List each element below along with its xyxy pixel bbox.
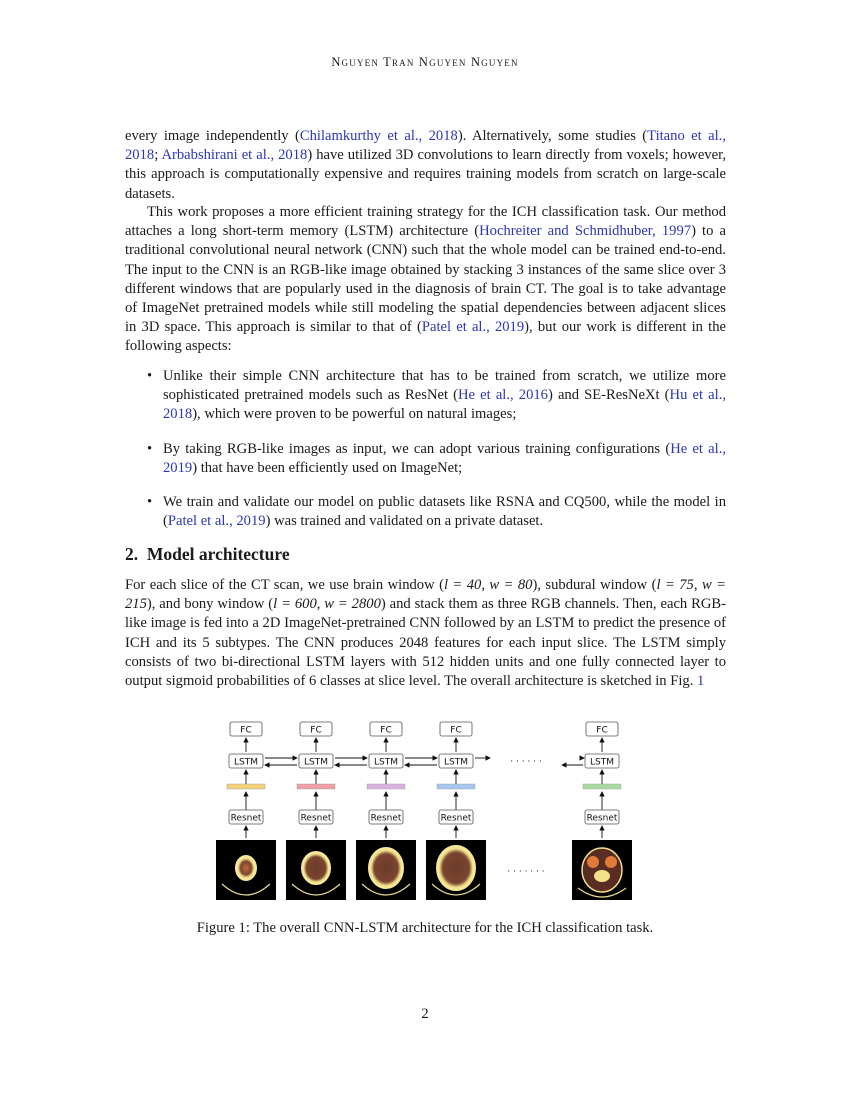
text: ) that have been efficiently used on ImageNet; bbox=[192, 459, 463, 476]
section-number: 2. bbox=[125, 544, 139, 564]
resnet-block-label: Resnet bbox=[300, 813, 332, 824]
text: ), and bony window ( bbox=[146, 596, 274, 613]
fc-layer-label: FC bbox=[380, 725, 392, 736]
math-expression: l = 600, w = 2800 bbox=[273, 596, 381, 613]
feature-vector bbox=[437, 784, 475, 789]
bullet-icon: • bbox=[147, 368, 153, 384]
orbit-region bbox=[587, 856, 599, 868]
citation-link[interactable]: Titano et al., 2018 bbox=[125, 128, 726, 164]
text: ) was trained and validated on a private dataset. bbox=[265, 513, 544, 530]
list-item bbox=[125, 440, 726, 478]
feature-vector bbox=[227, 784, 265, 789]
citation-link[interactable]: Patel et al., 2019 bbox=[167, 513, 266, 530]
text: ), subdural window ( bbox=[532, 577, 657, 593]
orbit-region bbox=[605, 856, 617, 868]
citation-link[interactable]: Hochreiter and Schmidhuber, 1997 bbox=[479, 223, 692, 240]
math-expression: l = 40, w = 80 bbox=[443, 577, 533, 593]
brain-region bbox=[437, 846, 475, 890]
text: every image independently ( bbox=[125, 128, 300, 144]
lstm-cell-label: LSTM bbox=[304, 757, 328, 768]
fc-layer-label: FC bbox=[596, 725, 608, 736]
section-title: Model architecture bbox=[146, 544, 290, 564]
citation-link[interactable]: He et al., 2019 bbox=[163, 440, 726, 476]
math-expression: l = 75, w = 215 bbox=[125, 577, 726, 613]
section-heading bbox=[125, 544, 290, 565]
text: ) to a traditional convolutional neural network (CNN) such that the whole model can be trained end-to-end. The input to the CNN is an RGB-like image obtained by stacking 3 instances of the same slice over 3 different windows that are popularly used in the diagnosis of brain CT. The goal is to take advantage of ImageNet pretrained models while still modeling the spatial dependencies between adjacent slices in 3D space. This approach is similar to that of ( bbox=[125, 223, 727, 336]
ellipsis-dots: · · · · · · bbox=[510, 757, 542, 767]
feature-vector bbox=[583, 784, 621, 789]
text: ), which were proven to be powerful on natural images; bbox=[192, 406, 517, 423]
brain-region bbox=[302, 852, 330, 884]
page-number: 2 bbox=[421, 1006, 429, 1022]
ellipsis-dots: · · · · · · · bbox=[507, 867, 545, 877]
fc-layer-label: FC bbox=[310, 725, 322, 736]
aspects-list bbox=[125, 367, 726, 546]
text: By taking RGB-like images as input, we can adopt various training configurations ( bbox=[163, 440, 671, 457]
paragraph-3 bbox=[125, 576, 726, 691]
paragraph-1 bbox=[125, 127, 726, 204]
resnet-block-label: Resnet bbox=[230, 813, 262, 824]
paragraph-2 bbox=[125, 203, 726, 357]
lstm-cell-label: LSTM bbox=[444, 757, 468, 768]
text: ) have utilized 3D convolutions to learn directly from voxels; however, this approach is computationally expensive and requires training models from scratch on large-scale datasets. bbox=[125, 147, 726, 202]
citation-link[interactable]: Hu et al., 2018 bbox=[163, 387, 727, 423]
citation-link[interactable]: He et al., 2016 bbox=[458, 387, 548, 404]
brain-region bbox=[369, 848, 403, 888]
feature-vector bbox=[297, 784, 335, 789]
lstm-cell-label: LSTM bbox=[374, 757, 398, 768]
citation-link[interactable]: Arbabshirani et al., 2018 bbox=[161, 147, 308, 164]
text: Unlike their simple CNN architecture that has to be trained from scratch, we utilize more sophisticated pretrained models such as ResNet ( bbox=[163, 368, 726, 404]
resnet-block-label: Resnet bbox=[370, 813, 402, 824]
feature-vector bbox=[367, 784, 405, 789]
bullet-icon: • bbox=[147, 440, 153, 457]
text: ) and stack them as three RGB channels. Then, each RGB-like image is fed into a 2D ImageNet-pretrained CNN followed by an LSTM to predict the presence of ICH and its 5 subtypes. The CNN produces 2048 features for each input slice. The LSTM simply consists of two bi-directional LSTM layers with 512 hidden units and one fully connected layer to output sigmoid probabilities of 6 classes at slice level. The overall architecture is sketched in Fig. bbox=[125, 596, 726, 690]
brain-region bbox=[236, 856, 256, 880]
running-header: Nguyen Tran Nguyen Nguyen bbox=[331, 55, 519, 69]
text: ; bbox=[154, 147, 162, 164]
figure-caption: Figure 1: The overall CNN-LSTM architecture for the ICH classification task. bbox=[196, 920, 654, 936]
list-item bbox=[125, 367, 726, 425]
text: This work proposes a more efficient training strategy for the ICH classification task. Our method attaches a long short-term memory (LSTM) architecture ( bbox=[125, 204, 726, 240]
lstm-cell-label: LSTM bbox=[234, 757, 258, 768]
citation-link[interactable]: Chilamkurthy et al., 2018 bbox=[299, 128, 458, 144]
text: For each slice of the CT scan, we use brain window ( bbox=[125, 577, 444, 593]
bullet-icon: • bbox=[147, 494, 153, 511]
text: ), but our work is different in the following aspects: bbox=[125, 319, 726, 355]
lstm-cell-label: LSTM bbox=[590, 757, 614, 768]
resnet-block-label: Resnet bbox=[586, 813, 618, 824]
text: We train and validate our model on public datasets like RSNA and CQ500, while the model in ( bbox=[163, 494, 726, 530]
resnet-block-label: Resnet bbox=[440, 813, 472, 824]
list-item bbox=[125, 493, 726, 531]
figure-reference-link[interactable]: 1 bbox=[697, 673, 705, 690]
cnn-lstm-architecture-diagram bbox=[210, 718, 640, 908]
citation-link[interactable]: Patel et al., 2019 bbox=[421, 319, 525, 336]
text: ). Alternatively, some studies ( bbox=[457, 128, 648, 144]
text: ) and SE-ResNeXt ( bbox=[547, 387, 670, 404]
bone-region bbox=[594, 870, 610, 882]
fc-layer-label: FC bbox=[240, 725, 252, 736]
fc-layer-label: FC bbox=[450, 725, 462, 736]
